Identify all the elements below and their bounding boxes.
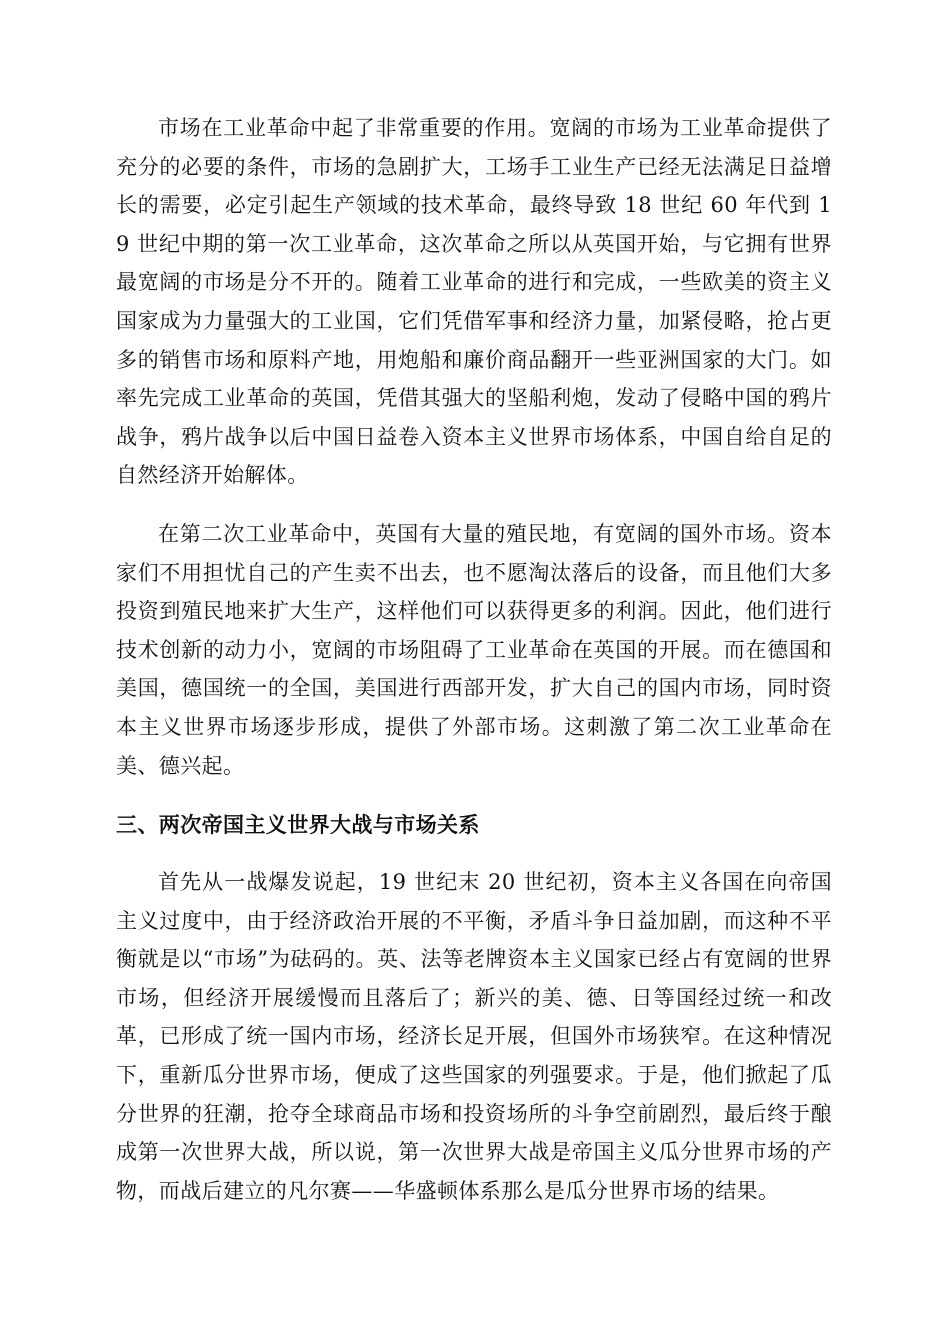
paragraph-second-industrial-revolution: 在第二次工业革命中，英国有大量的殖民地，有宽阔的国外市场。资本家们不用担忧自己的产生卖不出去，也不愿淘汰落后的设备，而且他们大多投资到殖民地来扩大生产，这样他们可以获得更多的利润。因此，他们进行技术创新的动力小，宽阔的市场阻碍了工业革命在英国的开展。而在德国和美国，德国统一的全国，美国进行西部开发，扩大自己的国内市场，同时资本主义世界市场逐步形成，提供了外部市场。这刺激了第二次工业革命在美、德兴起。 [116,521,832,778]
paragraph-industrial-revolution-market: 市场在工业革命中起了非常重要的作用。宽阔的市场为工业革命提供了充分的必要的条件，市场的急剧扩大，工场手工业生产已经无法满足日益增长的需要，必定引起生产领域的技术革命，最终导致 18 世纪 60 年代到 19 世纪中期的第一次工业革命，这次革命之所以从英国开始，与它拥有世界最宽阔的市场是分不开的。随着工业革命的进行和完成，一些欧美的资主义国家成为力量强大的工业国，它们凭借军事和经济力量，加紧侵略，抢占更多的销售市场和原料产地，用炮船和廉价商品翻开一些亚洲国家的大门。如率先完成工业革命的英国，凭借其强大的坚船利炮，发动了侵略中国的鸦片战争，鸦片战争以后中国日益卷入资本主义世界市场体系，中国自给自足的自然经济开始解体。 [116,116,832,488]
document-body [116,109,832,1210]
section-heading: 三、两次帝国主义世界大战与市场关系 [116,813,480,838]
paragraph-world-war-market: 首先从一战爆发说起，19 世纪末 20 世纪初，资本主义各国在向帝国主义过度中，由于经济政治开展的不平衡，矛盾斗争日益加剧，而这种不平衡就是以“市场”为砝码的。英、法等老牌资本主义国家已经占有宽阔的世界市场，但经济开展缓慢而且落后了；新兴的美、德、日等国经过统一和改革，已形成了统一国内市场，经济长足开展，但国外市场狭窄。在这种情况下，重新瓜分世界市场，便成了这些国家的列强要求。于是，他们掀起了瓜分世界的狂潮，抢夺全球商品市场和投资场所的斗争空前剧烈，最后终于酿成第一次世界大战，所以说，第一次世界大战是帝国主义瓜分世界市场的产物，而战后建立的凡尔赛——华盛顿体系那么是瓜分世界市场的结果。 [116,870,832,1203]
